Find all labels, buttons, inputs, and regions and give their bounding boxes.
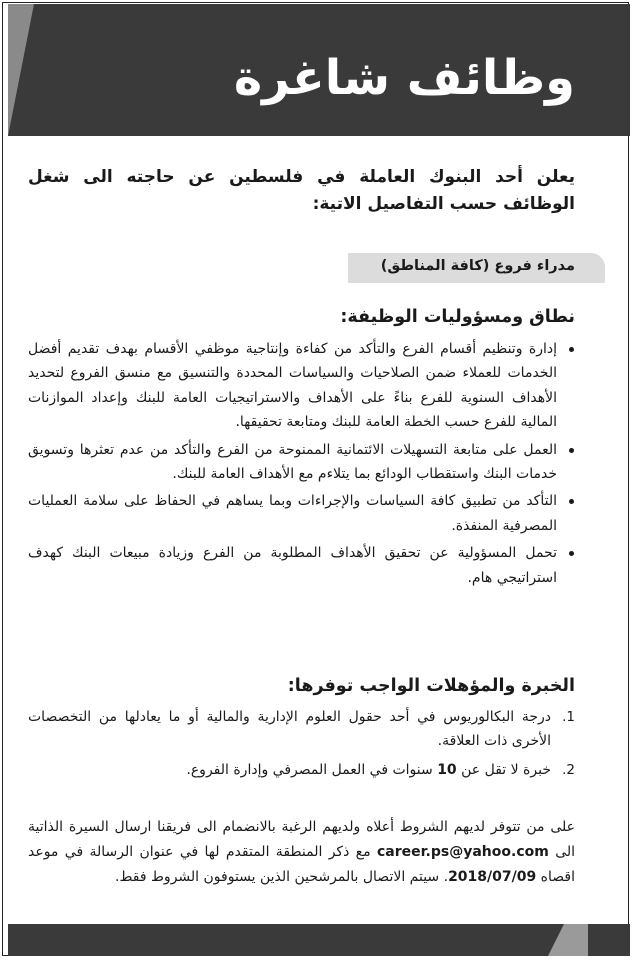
list-item: تحمل المسؤولية عن تحقيق الأهداف المطلوبة من الفرع وزيادة مبيعات البنك كهدف استراتيجي هام. [28,541,557,590]
qualification-text-after: سنوات في العمل المصرفي وإدارة الفروع. [186,762,433,778]
list-item [28,705,575,753]
footer-corner-block [588,924,630,956]
list-number: 1. [562,709,575,725]
closing-part-2: مع ذكر المنطقة المتقدم لها في عنوان الرسالة في موعد اقصاه [28,844,575,885]
list-item: إدارة وتنظيم أقسام الفرع والتأكد من كفاءة وإنتاجية موظفي الأقسام بهدف تقديم أفضل الخدمات للعملاء ضمن الصلاحيات والسياسات المحددة والتنسيق مع منسق الفروع لتحديد الأهداف السنوية للفرع بناءً على الأهداف والاستراتيجيات العامة للبنك وإعداد الموازنات المالية للفرع حسب الخطة العامة للبنك ومتابعة تحقيقها. [28,337,557,435]
deadline-date: 2018/07/09 [448,869,537,885]
responsibilities-list [28,337,575,593]
list-item: التأكد من تطبيق كافة السياسات والإجراءات وبما يساهم في الحفاظ على سلامة العمليات المصرفية المنفذة. [28,489,557,538]
qualification-text: درجة البكالوريوس في أحد حقول العلوم الإدارية والمالية أو ما يعادلها من التخصصات الأخرى ذات العلاقة. [28,709,551,749]
closing-part-1: على من تتوفر لديهم الشروط أعلاه ولديهم الرغبة بالانضمام الى فريقنا ارسال السيرة الذاتية الى [28,819,576,860]
list-item: العمل على متابعة التسهيلات الائتمانية الممنوحة من الفرع والتأكد من عدم تعثرها وتسويق خدمات البنك واستقطاب الودائع بما يتلاءم مع الأهداف العامة للبنك. [28,438,557,487]
position-tab [348,253,605,283]
years-value: 10 [437,762,457,778]
qualification-text-before: خبرة لا تقل عن [461,762,551,778]
intro-text: يعلن أحد البنوك العاملة في فلسطين عن حاجته الى شغل الوظائف حسب التفاصيل الاتية: [28,167,575,214]
position-tab-label: مدراء فروع (كافة المناطق) [380,258,575,274]
responsibilities-heading: نطاق ومسؤوليات الوظيفة: [340,307,575,327]
footer-bar [8,924,630,956]
qualifications-list [28,705,575,787]
email-address[interactable]: career.ps@yahoo.com [377,844,549,860]
closing-part-3: . سيتم الاتصال بالمرشحين الذين يستوفون الشروط فقط. [115,869,449,885]
page-title: وظائف شاغرة [233,50,575,106]
closing-paragraph [28,815,575,890]
list-item [28,758,575,782]
qualifications-heading: الخبرة والمؤهلات الواجب توفرها: [287,676,575,696]
list-number: 2. [562,762,575,778]
